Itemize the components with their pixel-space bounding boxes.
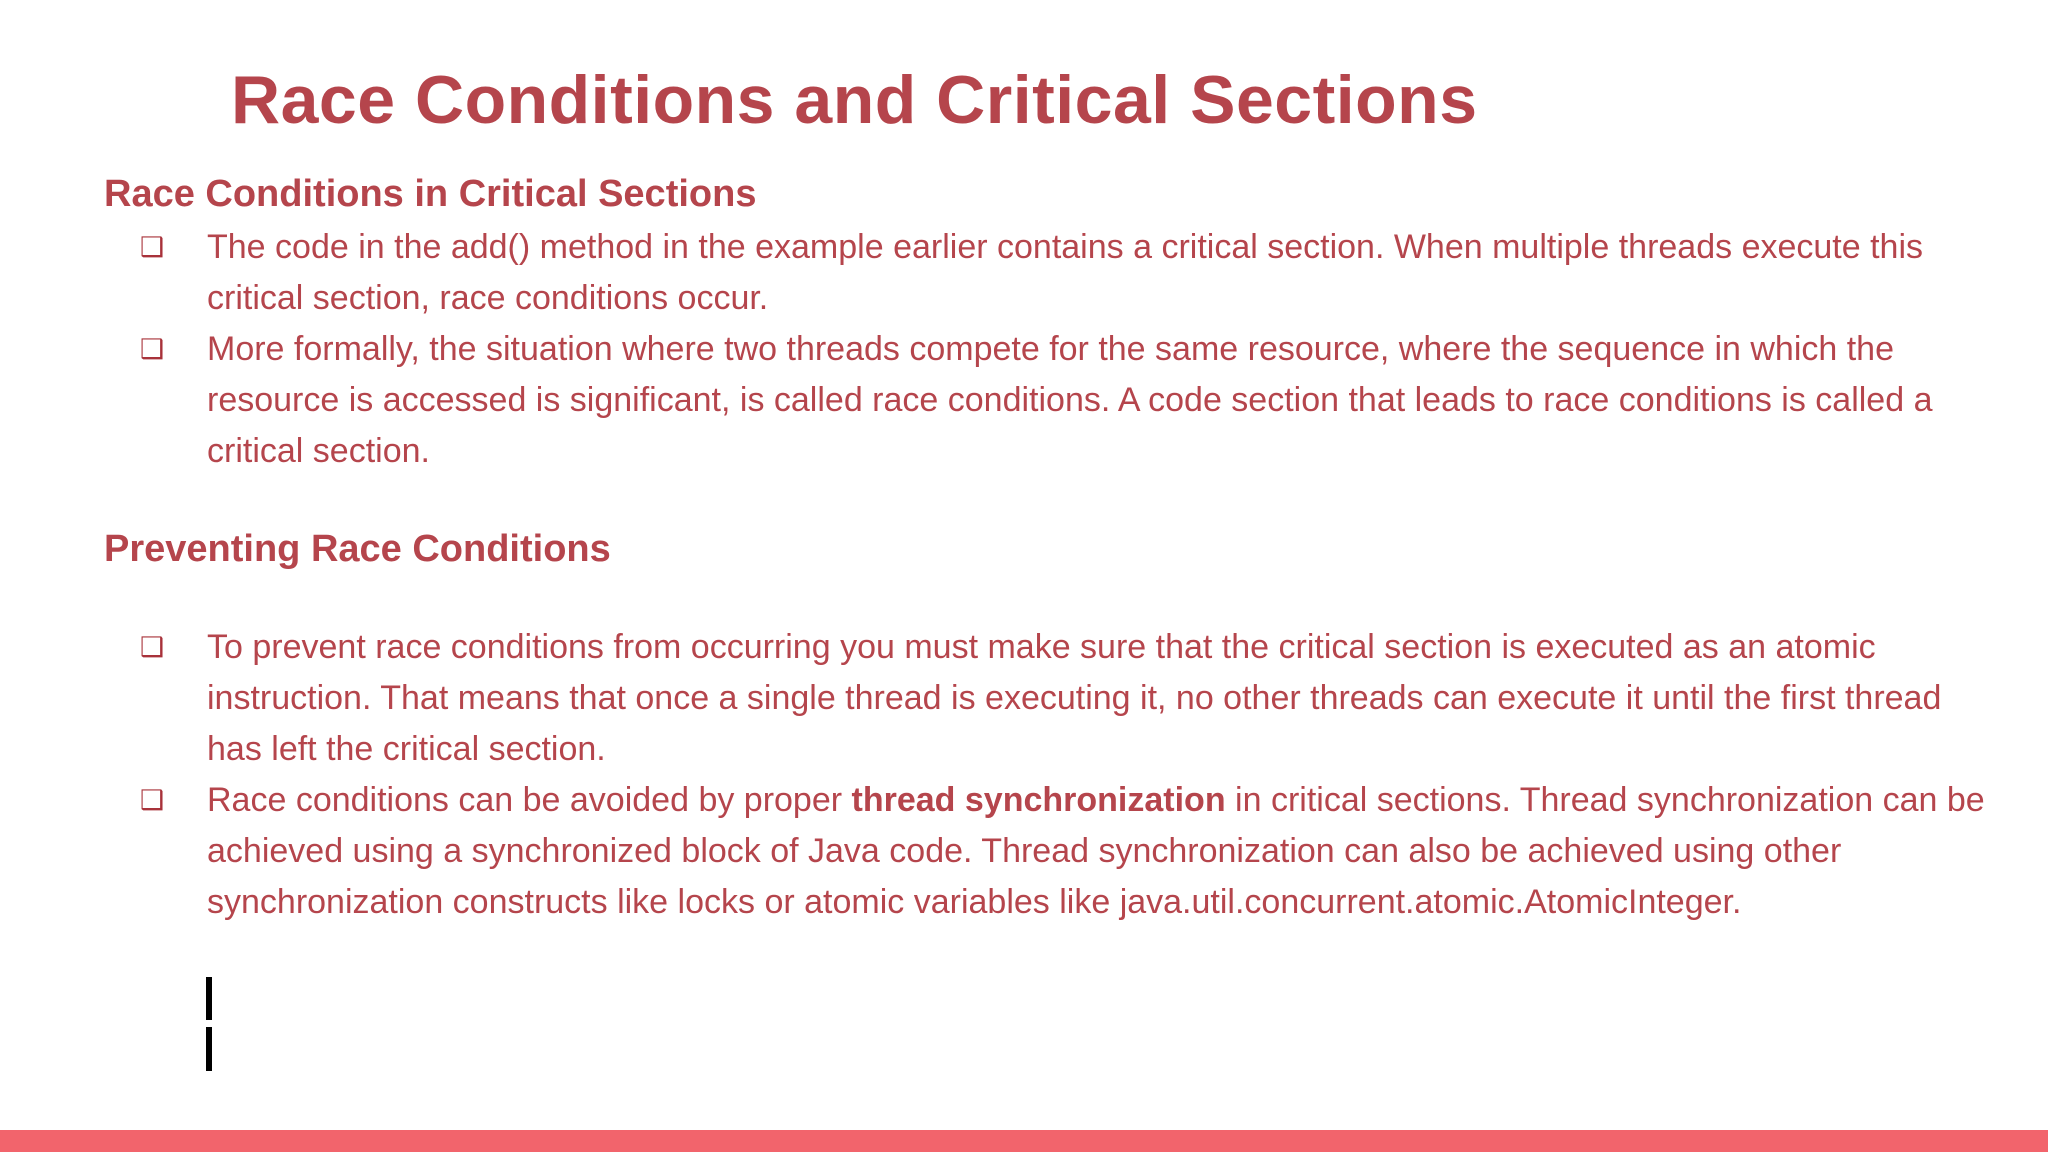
list-item xyxy=(0,775,2048,928)
section-heading-preventing-race-conditions: Preventing Race Conditions xyxy=(104,528,611,570)
footer-accent-bar xyxy=(0,1130,2048,1152)
text-cursor-upper xyxy=(206,977,212,1020)
bullet-text: More formally, the situation where two threads compete for the same resource, where the sequence in which the resource is accessed is significant, is called race conditions. A code section that leads to race conditions is called a critical section. xyxy=(207,330,1933,470)
bullet-list-preventing xyxy=(0,622,2048,928)
checkbox-bullet-icon: ❑ xyxy=(140,632,165,663)
checkbox-bullet-icon: ❑ xyxy=(140,232,165,263)
bullet-text: To prevent race conditions from occurring you must make sure that the critical section is executed as an atomic instruction. That means that once a single thread is executing it, no other threads can execute it until the first thread has left the critical section. xyxy=(207,628,1942,768)
bullet-list-race-conditions xyxy=(0,222,2048,477)
bullet-text-end: in critical sections. Thread synchronization can be achieved using a synchronized block of Java code. Thread synchronization can also be achieved using other synchronization constructs like locks or atomic variables like java.util.concurrent.atomic.AtomicInteger. xyxy=(207,781,1985,921)
text-cursor-lower xyxy=(206,1027,212,1071)
list-item xyxy=(0,324,2048,477)
bullet-text: The code in the add() method in the example earlier contains a critical section. When multiple threads execute this critical section, race conditions occur. xyxy=(207,228,1924,317)
checkbox-bullet-icon: ❑ xyxy=(140,334,165,365)
bullet-text-start: Race conditions can be avoided by proper xyxy=(207,781,852,819)
section-heading-race-conditions: Race Conditions in Critical Sections xyxy=(104,173,757,215)
emphasis-thread-synchronization: thread synchronization xyxy=(851,781,1226,819)
slide-title: Race Conditions and Critical Sections xyxy=(231,62,1478,138)
checkbox-bullet-icon: ❑ xyxy=(140,785,165,816)
list-item xyxy=(0,222,2048,324)
bullet-text xyxy=(207,781,1985,921)
list-item xyxy=(0,622,2048,775)
